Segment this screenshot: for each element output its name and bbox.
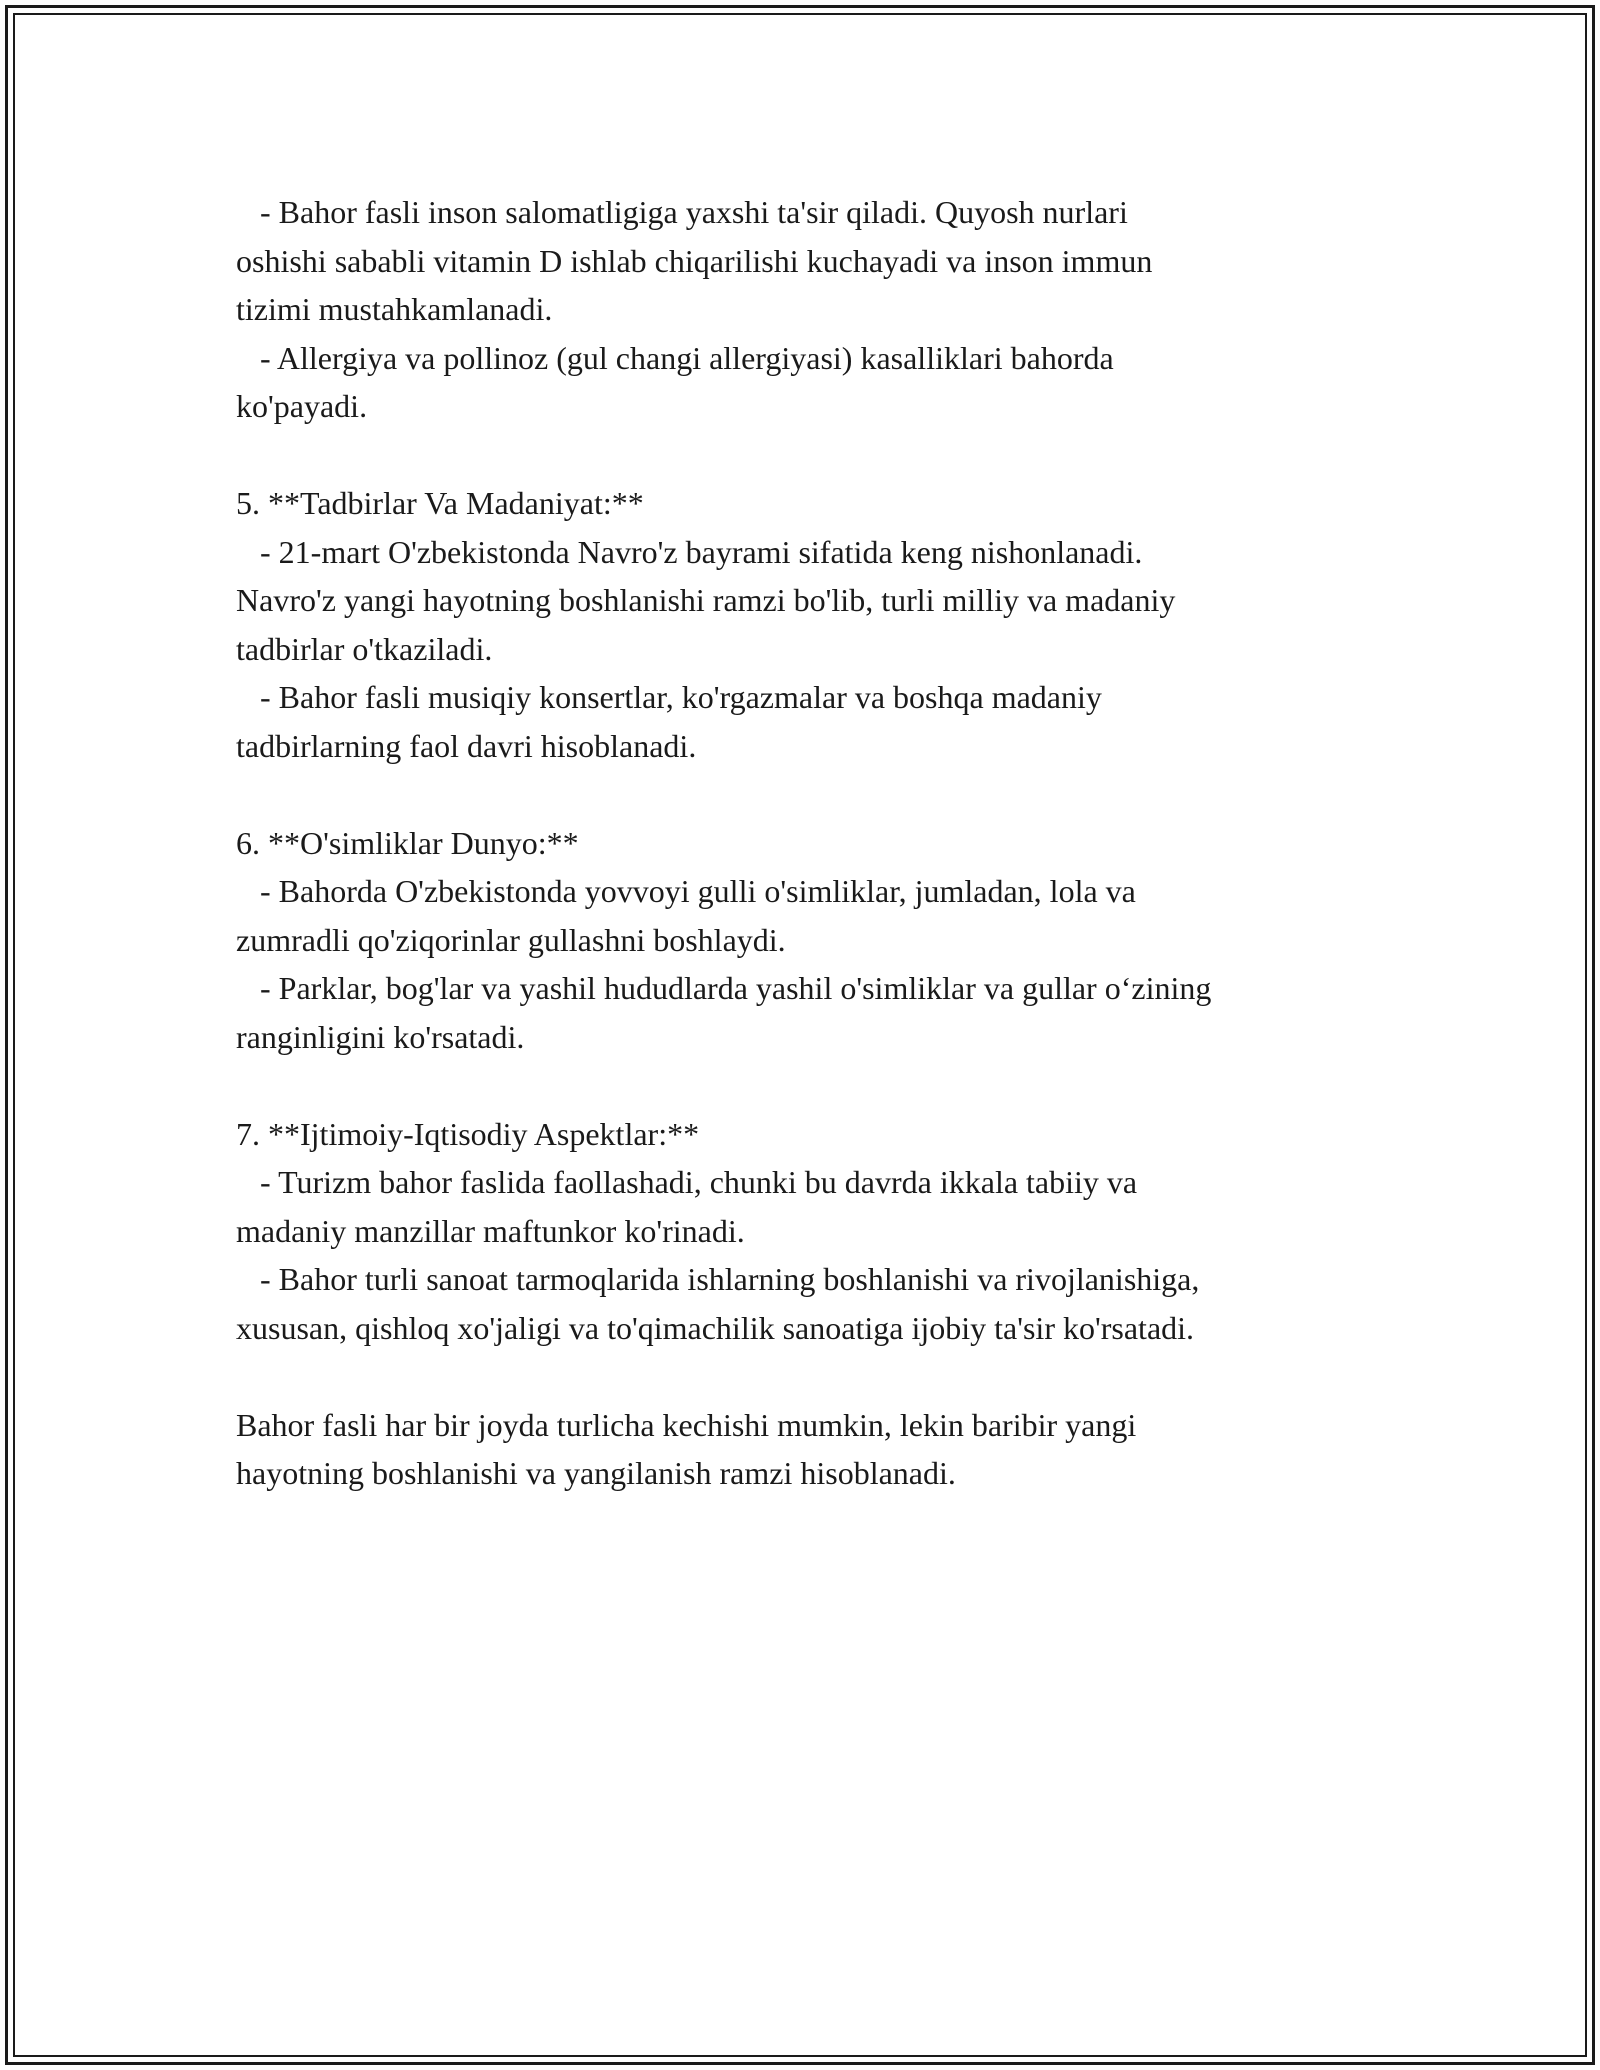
text-line: - Turizm bahor faslida faollashadi, chunki bu davrda ikkala tabiiy va [236,1164,1138,1200]
text-line: tadbirlarning faol davri hisoblanadi. [236,727,697,764]
document-text [236,188,1416,1498]
text-line: ranginligini ko'rsatadi. [236,1018,525,1055]
blank-line [236,770,1416,819]
section-heading-5: 5. **Tadbirlar Va Madaniyat:** [236,485,644,521]
text-line: madaniy manzillar maftunkor ko'rinadi. [236,1212,745,1249]
text-line: - Bahor fasli inson salomatligiga yaxshi ta'sir qiladi. Quyosh nurlari [236,194,1128,230]
conclusion-line: Bahor fasli har bir joyda turlicha kechishi mumkin, lekin baribir yangi [236,1406,1137,1443]
conclusion-line: hayotning boshlanishi va yangilanish ramzi hisoblanadi. [236,1455,956,1491]
text-line: - Parklar, bog'lar va yashil hududlarda yashil o'simliklar va gullar o‘zining [236,970,1212,1006]
text-line: - Bahorda O'zbekistonda yovvoyi gulli o'simliklar, jumladan, lola va [236,873,1136,909]
text-line: - Allergiya va pollinoz (gul changi allergiyasi) kasalliklari bahorda [236,339,1114,376]
section-heading-7: 7. **Ijtimoiy-Iqtisodiy Aspektlar:** [236,1115,700,1152]
blank-line [236,1352,1416,1401]
text-line: tizimi mustahkamlanadi. [236,291,553,327]
text-line: zumradli qo'ziqorinlar gullashni boshlaydi. [236,921,786,958]
text-line: xususan, qishloq xo'jaligi va to'qimachilik sanoatiga ijobiy ta'sir ko'rsatadi. [236,1309,1195,1346]
text-line: oshishi sababli vitamin D ishlab chiqarilishi kuchayadi va inson immun [236,242,1153,279]
text-line: - Bahor turli sanoat tarmoqlarida ishlarning boshlanishi va rivojlanishiga, [236,1261,1200,1297]
text-line: ko'payadi. [236,388,368,424]
section-heading-6: 6. **O'simliklar Dunyo:** [236,824,579,861]
blank-line [236,1061,1416,1110]
blank-line [236,431,1416,480]
text-line: tadbirlar o'tkaziladi. [236,630,493,667]
text-line: Navro'z yangi hayotning boshlanishi ramzi bo'lib, turli milliy va madaniy [236,582,1176,618]
text-line: - Bahor fasli musiqiy konsertlar, ko'rgazmalar va boshqa madaniy [236,679,1102,715]
text-line: - 21-mart O'zbekistonda Navro'z bayrami sifatida keng nishonlanadi. [236,533,1143,570]
